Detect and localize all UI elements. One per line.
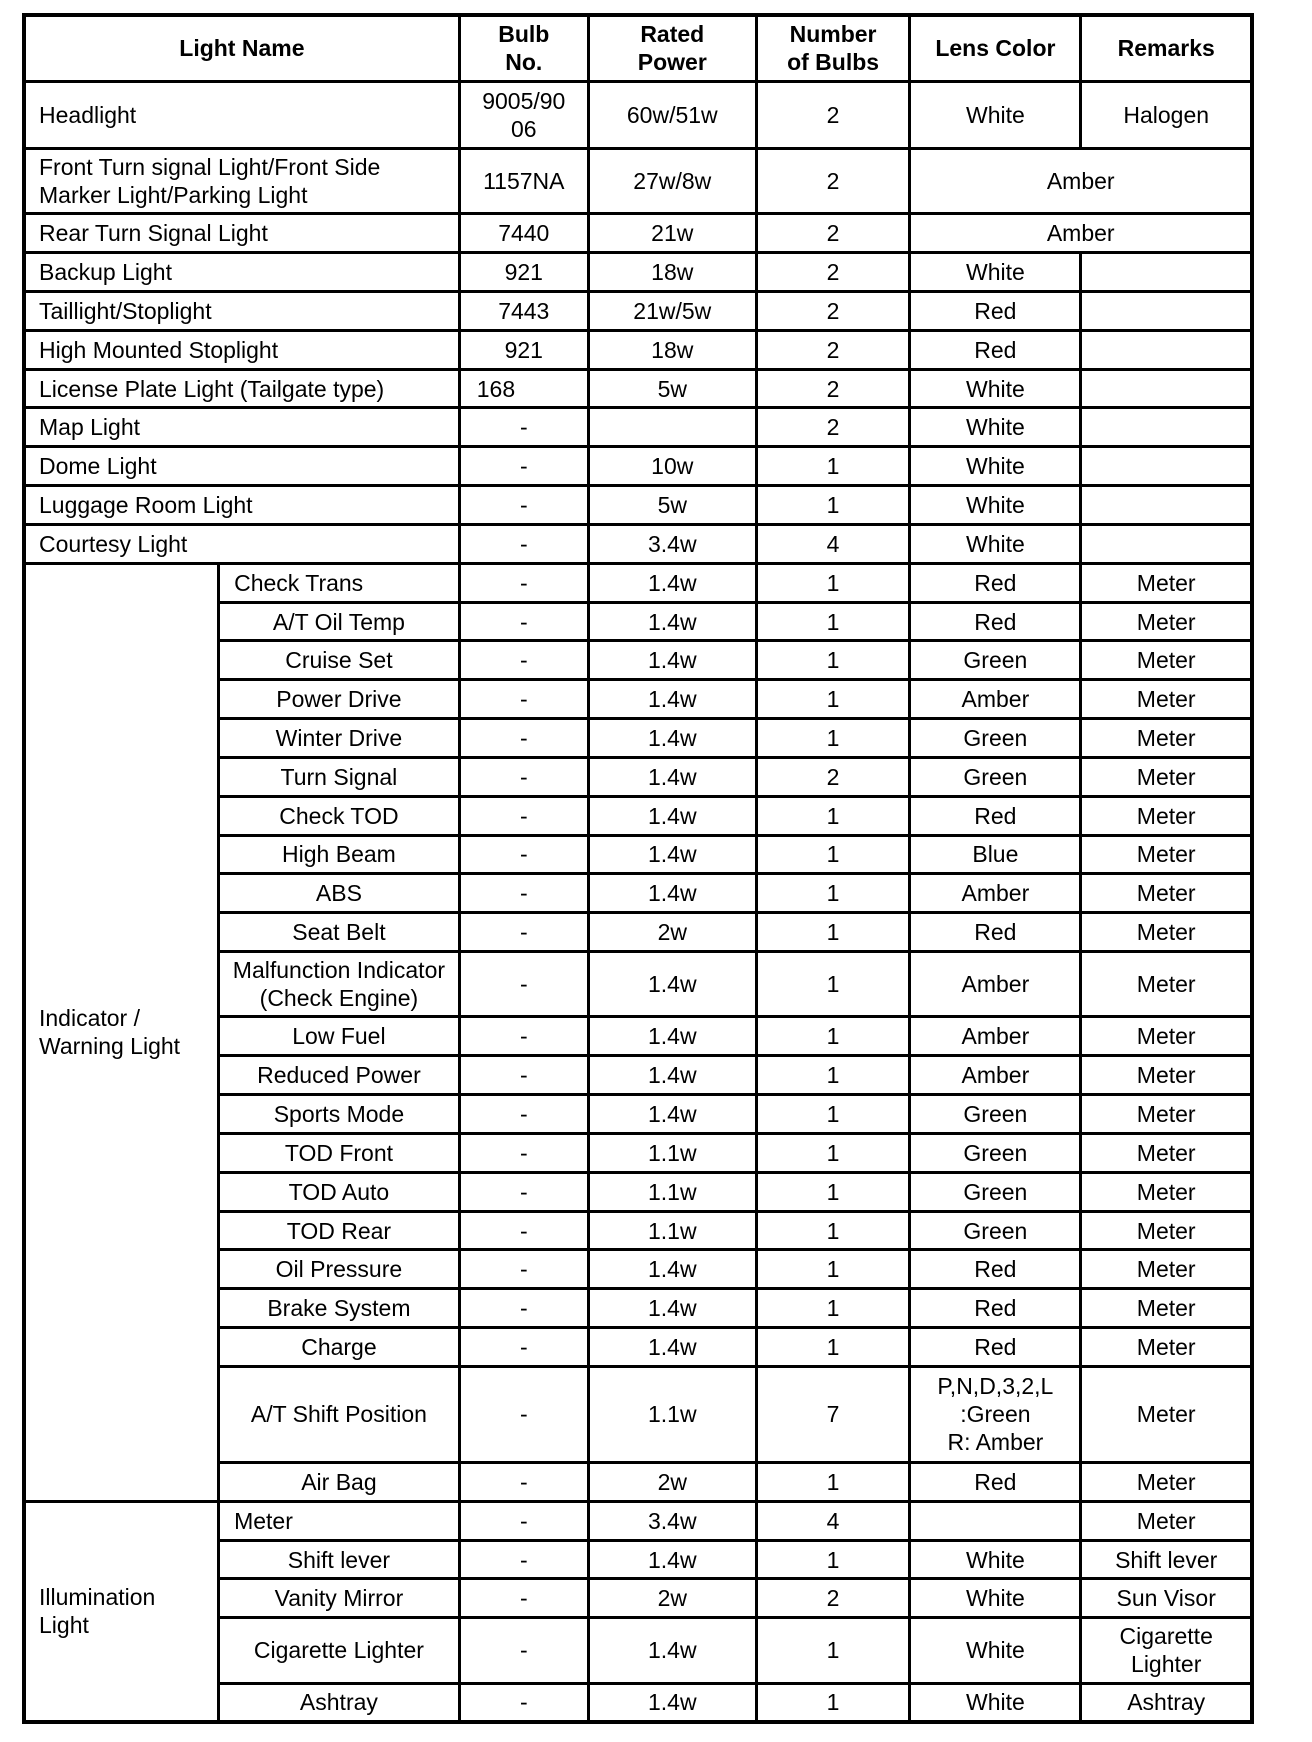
bulb-no-cell: - (459, 1017, 588, 1056)
lens-color-cell: White (910, 253, 1081, 292)
header-light-name: Light Name (24, 15, 459, 81)
bulb-count-cell: 1 (756, 1172, 910, 1211)
bulb-count-cell: 2 (756, 408, 910, 447)
light-name-cell: Headlight (24, 81, 459, 148)
bulb-count-cell: 2 (756, 757, 910, 796)
remarks-cell: Meter (1081, 1366, 1252, 1462)
lens-color-cell: Amber (910, 680, 1081, 719)
rated-power-cell: 27w/8w (588, 148, 756, 213)
lens-color-cell: Green (910, 757, 1081, 796)
rated-power-cell: 3.4w (588, 1501, 756, 1540)
lens-color-cell: Green (910, 719, 1081, 758)
light-name-cell: Seat Belt (219, 913, 460, 952)
remarks-cell: Meter (1081, 952, 1252, 1017)
bulb-count-cell: 2 (756, 1579, 910, 1618)
rated-power-cell: 1.4w (588, 1540, 756, 1579)
remarks-cell: Meter (1081, 1133, 1252, 1172)
illumination-group-label: Illumination Light (24, 1501, 219, 1722)
remarks-cell (1081, 486, 1252, 525)
bulb-count-cell: 1 (756, 1328, 910, 1367)
remarks-cell: Meter (1081, 1211, 1252, 1250)
light-name-cell: License Plate Light (Tailgate type) (24, 369, 459, 408)
light-name-cell: Backup Light (24, 253, 459, 292)
lens-color-cell: White (910, 81, 1081, 148)
table-row (24, 369, 1252, 408)
remarks-cell (1081, 447, 1252, 486)
rated-power-cell (588, 408, 756, 447)
bulb-count-cell: 1 (756, 1056, 910, 1095)
bulb-specification-table (22, 13, 1254, 1724)
bulb-no-cell: - (459, 408, 588, 447)
lens-color-cell: P,N,D,3,2,L :Green R: Amber (910, 1366, 1081, 1462)
header-remarks: Remarks (1081, 15, 1252, 81)
header-row (24, 15, 1252, 81)
remarks-cell (1081, 408, 1252, 447)
bulb-no-cell: - (459, 874, 588, 913)
bulb-count-cell: 1 (756, 602, 910, 641)
remarks-cell: Meter (1081, 835, 1252, 874)
lens-color-cell: Blue (910, 835, 1081, 874)
table-row (24, 408, 1252, 447)
lens-color-cell: Red (910, 913, 1081, 952)
rated-power-cell: 1.1w (588, 1172, 756, 1211)
light-name-cell: A/T Shift Position (219, 1366, 460, 1462)
rated-power-cell: 2w (588, 1579, 756, 1618)
remarks-cell: Meter (1081, 641, 1252, 680)
bulb-no-cell: - (459, 524, 588, 563)
remarks-cell: Shift lever (1081, 1540, 1252, 1579)
bulb-count-cell: 1 (756, 835, 910, 874)
rated-power-cell: 21w/5w (588, 291, 756, 330)
remarks-cell: Ashtray (1081, 1683, 1252, 1722)
remarks-cell (1081, 330, 1252, 369)
light-name-cell: ABS (219, 874, 460, 913)
indicator-group-label: Indicator / Warning Light (24, 563, 219, 1501)
header-number-of-bulbs: Number of Bulbs (756, 15, 910, 81)
lens-color-cell: White (910, 447, 1081, 486)
bulb-no-cell: - (459, 1579, 588, 1618)
light-name-cell: Ashtray (219, 1683, 460, 1722)
lens-color-cell: Amber (910, 1056, 1081, 1095)
rated-power-cell: 18w (588, 253, 756, 292)
lens-color-cell: Green (910, 1095, 1081, 1134)
light-name-cell: TOD Rear (219, 1211, 460, 1250)
lens-color-cell: Red (910, 1462, 1081, 1501)
rated-power-cell: 3.4w (588, 524, 756, 563)
bulb-count-cell: 7 (756, 1366, 910, 1462)
light-name-cell: Brake System (219, 1289, 460, 1328)
bulb-count-cell: 1 (756, 1250, 910, 1289)
remarks-cell: Meter (1081, 1056, 1252, 1095)
remarks-cell: Meter (1081, 913, 1252, 952)
light-name-cell: Vanity Mirror (219, 1579, 460, 1618)
bulb-no-cell: - (459, 1328, 588, 1367)
light-name-cell: Luggage Room Light (24, 486, 459, 525)
rated-power-cell: 1.4w (588, 1328, 756, 1367)
bulb-no-cell: - (459, 1133, 588, 1172)
light-name-cell: Cigarette Lighter (219, 1618, 460, 1683)
light-name-cell: Sports Mode (219, 1095, 460, 1134)
bulb-no-cell: 7440 (459, 214, 588, 253)
bulb-no-cell: - (459, 602, 588, 641)
light-name-cell: TOD Auto (219, 1172, 460, 1211)
table-row (24, 486, 1252, 525)
bulb-count-cell: 1 (756, 563, 910, 602)
rated-power-cell: 2w (588, 1462, 756, 1501)
bulb-count-cell: 1 (756, 1618, 910, 1683)
light-name-cell: Map Light (24, 408, 459, 447)
bulb-count-cell: 1 (756, 1211, 910, 1250)
lens-color-cell: Red (910, 291, 1081, 330)
remarks-cell: Cigarette Lighter (1081, 1618, 1252, 1683)
bulb-no-cell: - (459, 1462, 588, 1501)
rated-power-cell: 1.4w (588, 1618, 756, 1683)
lens-color-cell: Red (910, 602, 1081, 641)
rated-power-cell: 1.4w (588, 1056, 756, 1095)
rated-power-cell: 1.4w (588, 757, 756, 796)
bulb-no-cell: - (459, 1211, 588, 1250)
rated-power-cell: 1.4w (588, 563, 756, 602)
rated-power-cell: 1.4w (588, 680, 756, 719)
bulb-count-cell: 1 (756, 1683, 910, 1722)
bulb-count-cell: 2 (756, 253, 910, 292)
light-name-cell: Power Drive (219, 680, 460, 719)
bulb-no-cell: 168 (459, 369, 588, 408)
light-name-cell: High Beam (219, 835, 460, 874)
lens-color-cell: White (910, 524, 1081, 563)
bulb-no-cell: 1157NA (459, 148, 588, 213)
bulb-count-cell: 1 (756, 719, 910, 758)
remarks-cell (1081, 291, 1252, 330)
bulb-no-cell: - (459, 1095, 588, 1134)
remarks-cell: Meter (1081, 874, 1252, 913)
bulb-no-cell: - (459, 1250, 588, 1289)
lens-color-cell: Green (910, 1211, 1081, 1250)
light-name-cell: Check TOD (219, 796, 460, 835)
bulb-count-cell: 2 (756, 330, 910, 369)
header-rated-power: Rated Power (588, 15, 756, 81)
bulb-count-cell: 1 (756, 447, 910, 486)
bulb-count-cell: 1 (756, 1133, 910, 1172)
lens-color-cell: Green (910, 641, 1081, 680)
lens-color-cell: Amber (910, 952, 1081, 1017)
rated-power-cell: 1.4w (588, 952, 756, 1017)
rated-power-cell: 1.4w (588, 835, 756, 874)
rated-power-cell: 1.4w (588, 1017, 756, 1056)
bulb-no-cell: 9005/90 06 (459, 81, 588, 148)
bulb-no-cell: - (459, 835, 588, 874)
rated-power-cell: 1.1w (588, 1133, 756, 1172)
light-name-cell: Reduced Power (219, 1056, 460, 1095)
bulb-count-cell: 1 (756, 486, 910, 525)
bulb-count-cell: 1 (756, 1017, 910, 1056)
light-name-cell: Winter Drive (219, 719, 460, 758)
rated-power-cell: 1.4w (588, 1250, 756, 1289)
bulb-no-cell: - (459, 719, 588, 758)
lens-color-cell: Amber (910, 1017, 1081, 1056)
bulb-count-cell: 2 (756, 148, 910, 213)
lens-color-cell: White (910, 369, 1081, 408)
bulb-count-cell: 1 (756, 641, 910, 680)
bulb-no-cell: - (459, 680, 588, 719)
remarks-cell: Meter (1081, 680, 1252, 719)
light-name-cell: Front Turn signal Light/Front Side Marker Light/Parking Light (24, 148, 459, 213)
remarks-cell: Meter (1081, 1172, 1252, 1211)
light-name-cell: Oil Pressure (219, 1250, 460, 1289)
remarks-cell: Meter (1081, 1017, 1252, 1056)
bulb-no-cell: - (459, 913, 588, 952)
bulb-count-cell: 4 (756, 1501, 910, 1540)
rated-power-cell: 60w/51w (588, 81, 756, 148)
lens-color-cell: Red (910, 330, 1081, 369)
lens-color-cell: White (910, 1683, 1081, 1722)
table-row (24, 148, 1252, 213)
light-name-cell: Dome Light (24, 447, 459, 486)
rated-power-cell: 1.1w (588, 1211, 756, 1250)
header-bulb-no: Bulb No. (459, 15, 588, 81)
remarks-cell: Meter (1081, 1501, 1252, 1540)
bulb-count-cell: 1 (756, 874, 910, 913)
remarks-cell: Meter (1081, 1289, 1252, 1328)
light-name-cell: Check Trans (219, 563, 460, 602)
light-name-cell: Courtesy Light (24, 524, 459, 563)
light-name-cell: A/T Oil Temp (219, 602, 460, 641)
bulb-count-cell: 1 (756, 913, 910, 952)
bulb-count-cell: 1 (756, 796, 910, 835)
rated-power-cell: 1.4w (588, 796, 756, 835)
header-lens-color: Lens Color (910, 15, 1081, 81)
rated-power-cell: 1.4w (588, 874, 756, 913)
remarks-cell: Sun Visor (1081, 1579, 1252, 1618)
table-row (24, 563, 1252, 602)
bulb-no-cell: 7443 (459, 291, 588, 330)
remarks-cell: Meter (1081, 1250, 1252, 1289)
lens-color-cell: Red (910, 796, 1081, 835)
rated-power-cell: 21w (588, 214, 756, 253)
bulb-no-cell: 921 (459, 253, 588, 292)
rated-power-cell: 18w (588, 330, 756, 369)
bulb-count-cell: 1 (756, 1462, 910, 1501)
bulb-count-cell: 2 (756, 214, 910, 253)
lens-color-cell: Green (910, 1172, 1081, 1211)
table-row (24, 524, 1252, 563)
lens-color-cell: White (910, 1618, 1081, 1683)
remarks-cell: Meter (1081, 719, 1252, 758)
rated-power-cell: 1.4w (588, 641, 756, 680)
remarks-cell: Meter (1081, 563, 1252, 602)
bulb-no-cell: - (459, 796, 588, 835)
light-name-cell: Air Bag (219, 1462, 460, 1501)
table-row (24, 214, 1252, 253)
lens-color-cell: White (910, 408, 1081, 447)
table-row (24, 447, 1252, 486)
light-name-cell: High Mounted Stoplight (24, 330, 459, 369)
bulb-count-cell: 1 (756, 952, 910, 1017)
bulb-no-cell: - (459, 1618, 588, 1683)
remarks-cell: Meter (1081, 1095, 1252, 1134)
lens-color-cell: Amber (910, 214, 1252, 253)
rated-power-cell: 1.4w (588, 1289, 756, 1328)
bulb-no-cell: - (459, 486, 588, 525)
bulb-count-cell: 4 (756, 524, 910, 563)
light-name-cell: Charge (219, 1328, 460, 1367)
light-name-cell: Cruise Set (219, 641, 460, 680)
light-name-cell: Taillight/Stoplight (24, 291, 459, 330)
remarks-cell (1081, 369, 1252, 408)
light-name-cell: Shift lever (219, 1540, 460, 1579)
remarks-cell: Halogen (1081, 81, 1252, 148)
remarks-cell: Meter (1081, 1462, 1252, 1501)
rated-power-cell: 1.4w (588, 719, 756, 758)
table-row (24, 291, 1252, 330)
lens-color-cell: White (910, 486, 1081, 525)
table-row (24, 1501, 1252, 1540)
lens-color-cell: Red (910, 563, 1081, 602)
light-name-cell: TOD Front (219, 1133, 460, 1172)
light-name-cell: Meter (219, 1501, 460, 1540)
table-row (24, 330, 1252, 369)
bulb-no-cell: - (459, 1172, 588, 1211)
bulb-no-cell: - (459, 641, 588, 680)
bulb-count-cell: 2 (756, 81, 910, 148)
bulb-no-cell: - (459, 447, 588, 486)
bulb-count-cell: 2 (756, 291, 910, 330)
lens-color-cell: White (910, 1540, 1081, 1579)
rated-power-cell: 5w (588, 486, 756, 525)
remarks-cell (1081, 524, 1252, 563)
lens-color-cell (910, 1501, 1081, 1540)
bulb-count-cell: 1 (756, 1289, 910, 1328)
remarks-cell: Meter (1081, 602, 1252, 641)
rated-power-cell: 5w (588, 369, 756, 408)
rated-power-cell: 10w (588, 447, 756, 486)
bulb-no-cell: - (459, 1366, 588, 1462)
light-name-cell: Malfunction Indicator (Check Engine) (219, 952, 460, 1017)
bulb-count-cell: 1 (756, 680, 910, 719)
bulb-no-cell: 921 (459, 330, 588, 369)
lens-color-cell: Amber (910, 874, 1081, 913)
rated-power-cell: 1.4w (588, 1683, 756, 1722)
bulb-no-cell: - (459, 952, 588, 1017)
remarks-cell: Meter (1081, 1328, 1252, 1367)
lens-color-cell: Amber (910, 148, 1252, 213)
bulb-no-cell: - (459, 1540, 588, 1579)
lens-color-cell: Red (910, 1250, 1081, 1289)
bulb-no-cell: - (459, 1501, 588, 1540)
bulb-no-cell: - (459, 1683, 588, 1722)
light-name-cell: Low Fuel (219, 1017, 460, 1056)
remarks-cell: Meter (1081, 757, 1252, 796)
lens-color-cell: White (910, 1579, 1081, 1618)
bulb-no-cell: - (459, 757, 588, 796)
light-name-cell: Rear Turn Signal Light (24, 214, 459, 253)
rated-power-cell: 1.4w (588, 1095, 756, 1134)
light-name-cell: Turn Signal (219, 757, 460, 796)
bulb-no-cell: - (459, 1289, 588, 1328)
table-row (24, 253, 1252, 292)
lens-color-cell: Green (910, 1133, 1081, 1172)
lens-color-cell: Red (910, 1328, 1081, 1367)
rated-power-cell: 1.1w (588, 1366, 756, 1462)
bulb-count-cell: 1 (756, 1095, 910, 1134)
bulb-count-cell: 2 (756, 369, 910, 408)
rated-power-cell: 2w (588, 913, 756, 952)
table-row (24, 81, 1252, 148)
remarks-cell (1081, 253, 1252, 292)
bulb-count-cell: 1 (756, 1540, 910, 1579)
lens-color-cell: Red (910, 1289, 1081, 1328)
bulb-no-cell: - (459, 1056, 588, 1095)
remarks-cell: Meter (1081, 796, 1252, 835)
bulb-no-cell: - (459, 563, 588, 602)
rated-power-cell: 1.4w (588, 602, 756, 641)
